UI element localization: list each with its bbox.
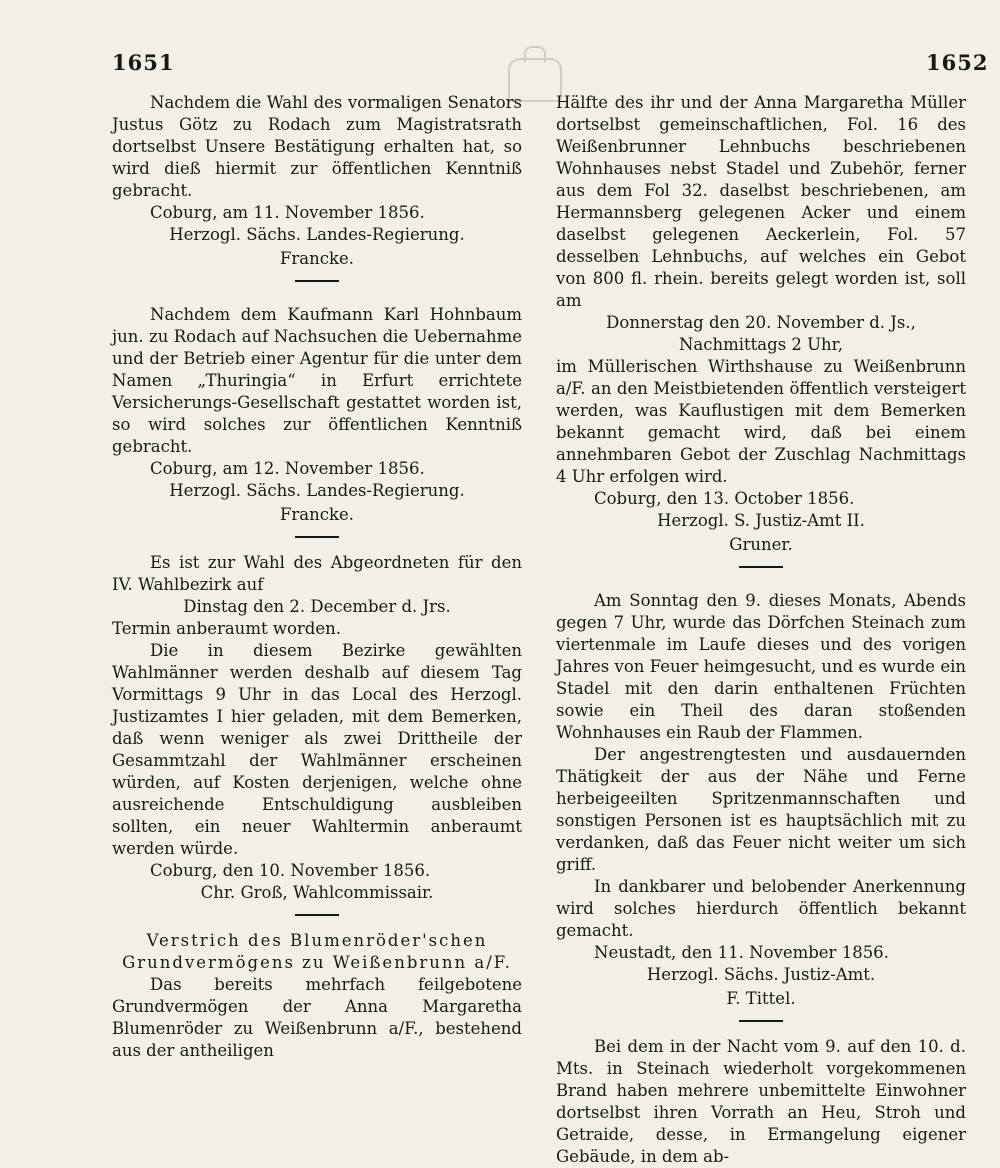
notice-4-date-line-2: Nachmittags 2 Uhr, — [678, 335, 844, 354]
notice-5-signature: F. Tittel. — [726, 989, 796, 1008]
notice-5-authority: Herzogl. Sächs. Justiz-Amt. — [646, 965, 876, 984]
notice-1-date: Coburg, am 11. November 1856. — [150, 203, 425, 222]
divider — [739, 566, 783, 568]
notice-3-date: Coburg, den 10. November 1856. — [150, 861, 431, 880]
notice-4-text: Das bereits mehrfach feilgebotene Grundvermögen der Anna Margaretha Blumenröder zu Weißenbrunn a/F., bestehend aus der antheiligen — [112, 975, 522, 1060]
notice-4-text-2: im Müllerischen Wirthshause zu Weißenbrunn a/F. an den Meistbietenden öffentlich versteigert werden, was Kauflustigen mit dem Bemerken bekannt gemacht wird, daß bei einem annehmbaren Gebot der Zuschlag Nachmittags 4 Uhr erfolgen wird. — [556, 357, 966, 486]
notice-5-date: Neustadt, den 11. November 1856. — [594, 943, 889, 962]
divider — [295, 280, 339, 282]
divider — [739, 1020, 783, 1022]
notice-3-text: Die in diesem Bezirke gewählten Wahlmänner werden deshalb auf diesem Tag Vormittags 9 Uhr in das Local des Herzogl. Justizamtes I hier geladen, mit dem Bemerken, daß wenn weniger als zwei Drittheile der Gesammtzahl der Wahlmänner erscheinen würden, auf Kosten derjenigen, welche ohne ausreichende Entschuldigung ausbleiben sollten, ein neuer Wahltermin anberaumt werden würde. — [112, 641, 522, 858]
notice-2-date: Coburg, am 12. November 1856. — [150, 459, 425, 478]
notice-3-termin: Termin anberaumt worden. — [112, 619, 341, 638]
notice-1-signature: Francke. — [279, 249, 355, 268]
notice-3-intro: Es ist zur Wahl des Abgeordneten für den IV. Wahlbezirk auf — [112, 553, 522, 594]
notice-2-authority: Herzogl. Sächs. Landes-Regierung. — [169, 481, 465, 500]
notice-5-text: Am Sonntag den 9. dieses Monats, Abends gegen 7 Uhr, wurde das Dörfchen Steinach zum viertenmale im Laufe dieses und des vorigen Jahres von Feuer heimgesucht, und es wurde ein Stadel mit den darin enthaltenen Früchten sowie ein Theil des daran stoßenden Wohnhauses ein Raub der Flammen. — [556, 591, 966, 742]
page-number-right: 1652 — [926, 50, 989, 75]
notice-4-signature: Gruner. — [729, 535, 793, 554]
notice-3-date-line: Dinstag den 2. December d. Jrs. — [183, 597, 451, 616]
notice-5-text-3: In dankbarer und belobender Anerkennung wird solches hierdurch öffentlich bekannt gemacht. — [556, 877, 966, 940]
notice-4-date-line-1: Donnerstag den 20. November d. Js., — [606, 313, 916, 332]
divider — [295, 914, 339, 916]
notice-2-text: Nachdem dem Kaufmann Karl Hohnbaum jun. zu Rodach auf Nachsuchen die Uebernahme und der Betrieb einer Agentur für die unter dem Namen „Thuringia“ in Erfurt errichtete Versicherungs-Gesellschaft gestattet worden ist, so wird solches zur öffentlichen Kenntniß gebracht. — [112, 305, 522, 456]
page-number-left: 1651 — [112, 50, 175, 75]
notice-4-date: Coburg, den 13. October 1856. — [594, 489, 855, 508]
divider — [295, 536, 339, 538]
notice-5-text-2: Der angestrengtesten und ausdauernden Thätigkeit der aus der Nähe und Ferne herbeigeeilten Spritzenmannschaften und sonstigen Personen ist es hauptsächlich mit zu verdanken, daß das Feuer nicht weiter um sich griff. — [556, 745, 966, 874]
notice-4-authority: Herzogl. S. Justiz-Amt II. — [657, 511, 865, 530]
left-column — [112, 92, 522, 1062]
notice-4-continued-text: Hälfte des ihr und der Anna Margaretha Müller dortselbst gemeinschaftlichen, Fol. 16 des Weißenbrunner Lehnbuchs beschriebenen Wohnhauses nebst Stadel und Zubehör, ferner aus dem Fol 32. daselbst beschriebenen, am Hermannsberg gelegenen Acker und einem daselbst gelegenen Aeckerlein, Fol. 57 desselben Lehnbuchs, auf welches ein Gebot von 800 fl. rhein. bereits gelegt worden ist, soll am — [556, 93, 966, 310]
notice-3-signature: Chr. Groß, Wahlcommissair. — [200, 883, 434, 902]
notice-4-heading: Verstrich des Blumenröder'schen Grundvermögens zu Weißenbrunn a/F. — [122, 931, 512, 972]
notice-1-text: Nachdem die Wahl des vormaligen Senators Justus Götz zu Rodach zum Magistratsrath dortselbst Unsere Bestätigung erhalten hat, so wird dieß hiermit zur öffentlichen Kenntniß gebracht. — [112, 93, 522, 200]
right-column — [556, 92, 966, 1168]
notice-1-authority: Herzogl. Sächs. Landes-Regierung. — [169, 225, 465, 244]
notice-6-text: Bei dem in der Nacht vom 9. auf den 10. d. Mts. in Steinach wiederholt vorgekommenen Brand haben mehrere unbemittelte Einwohner dortselbst ihren Vorrath an Heu, Stroh und Getraide, desse, in Ermangelung eigener Gebäude, in dem ab- — [556, 1037, 966, 1166]
notice-2-signature: Francke. — [279, 505, 355, 524]
